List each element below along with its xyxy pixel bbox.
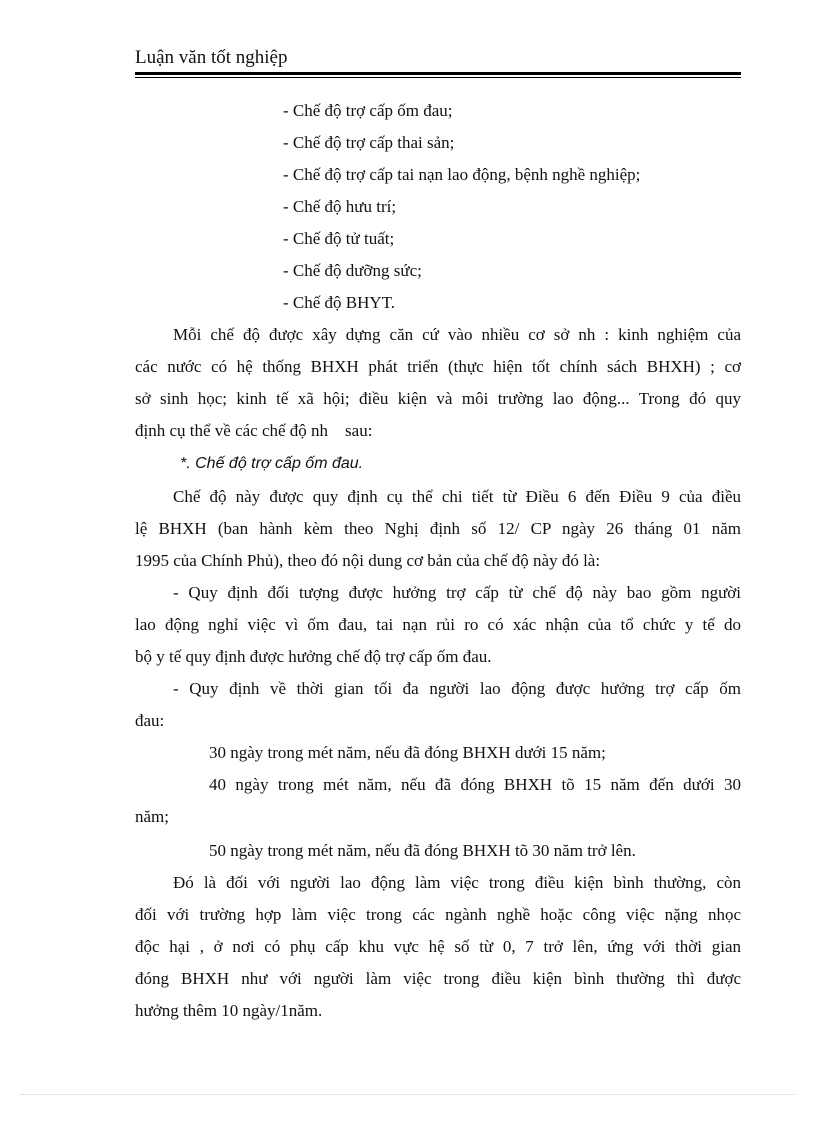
- page-header-title: Luận văn tốt nghiệp: [135, 47, 288, 68]
- duration-line: năm;: [135, 807, 169, 826]
- paragraph-line: lệ BHXH (ban hành kèm theo Nghị định số 12/ CP ngày 26 tháng 01 năm: [135, 519, 741, 538]
- section-subheading: *. Chế độ trợ cấp ốm đau.: [180, 455, 364, 472]
- paragraph-line: độc hại , ở nơi có phụ cấp khu vực hệ số từ 0, 7 trở lên, ứng với thời gian: [135, 937, 741, 956]
- duration-line: 40 ngày trong mét năm, nếu đã đóng BHXH tõ 15 năm đến dưới 30: [209, 775, 741, 794]
- bullet-item: - Chế độ tử tuất;: [283, 229, 395, 248]
- paragraph-line: hưởng thêm 10 ngày/1năm.: [135, 1001, 323, 1020]
- paragraph-line: bộ y tế quy định được hưởng chế độ trợ cấp ốm đau.: [135, 647, 492, 666]
- bullet-item: - Chế độ trợ cấp thai sản;: [283, 133, 455, 152]
- paragraph-line: lao động nghỉ việc vì ốm đau, tai nạn rủi ro có xác nhận của tổ chức y tế do: [135, 615, 741, 634]
- paragraph-line: Chế độ này được quy định cụ thể chi tiết từ Điều 6 đến Điều 9 của điều: [173, 487, 741, 506]
- paragraph-line: định cụ thể về các chế độ nh sau:: [135, 421, 373, 440]
- paragraph-line: các nước có hệ thống BHXH phát triển (thực hiện tốt chính sách BHXH) ; cơ: [135, 357, 741, 376]
- header-rule-thin: [135, 77, 741, 78]
- paragraph-line: - Quy định về thời gian tối đa người lao động được hưởng trợ cấp ốm: [173, 679, 741, 698]
- paragraph-line: Mỗi chế độ được xây dựng căn cứ vào nhiều cơ sở nh : kinh nghiệm của: [173, 325, 741, 344]
- bullet-item: - Chế độ hưu trí;: [283, 197, 397, 216]
- paragraph-line: đau:: [135, 711, 165, 730]
- paragraph-line: - Quy định đối tượng được hưởng trợ cấp từ chế độ này bao gồm người: [173, 583, 741, 602]
- bullet-item: - Chế độ trợ cấp ốm đau;: [283, 101, 453, 120]
- paragraph-line: sở sinh học; kinh tế xã hội; điều kiện và môi trường lao động... Trong đó quy: [135, 389, 741, 408]
- bullet-item: - Chế độ BHYT.: [283, 293, 396, 312]
- page-bottom-border: [20, 1094, 796, 1095]
- bullet-item: - Chế độ dưỡng sức;: [283, 261, 422, 280]
- duration-line: 50 ngày trong mét năm, nếu đã đóng BHXH tõ 30 năm trở lên.: [209, 841, 636, 860]
- duration-line: 30 ngày trong mét năm, nếu đã đóng BHXH dưới 15 năm;: [209, 743, 606, 762]
- paragraph-line: 1995 của Chính Phủ), theo đó nội dung cơ bản của chế độ này đó là:: [135, 551, 601, 570]
- paragraph-line: đóng BHXH như với người làm việc trong điều kiện bình thường thì được: [135, 969, 741, 988]
- paragraph-line: Đó là đối với người lao động làm việc trong điều kiện bình thường, còn: [173, 873, 741, 892]
- bullet-item: - Chế độ trợ cấp tai nạn lao động, bệnh nghề nghiệp;: [283, 165, 641, 184]
- header-rule-thick: [135, 72, 741, 75]
- paragraph-line: đối với trường hợp làm việc trong các ngành nghề hoặc công việc nặng nhọc: [135, 905, 741, 924]
